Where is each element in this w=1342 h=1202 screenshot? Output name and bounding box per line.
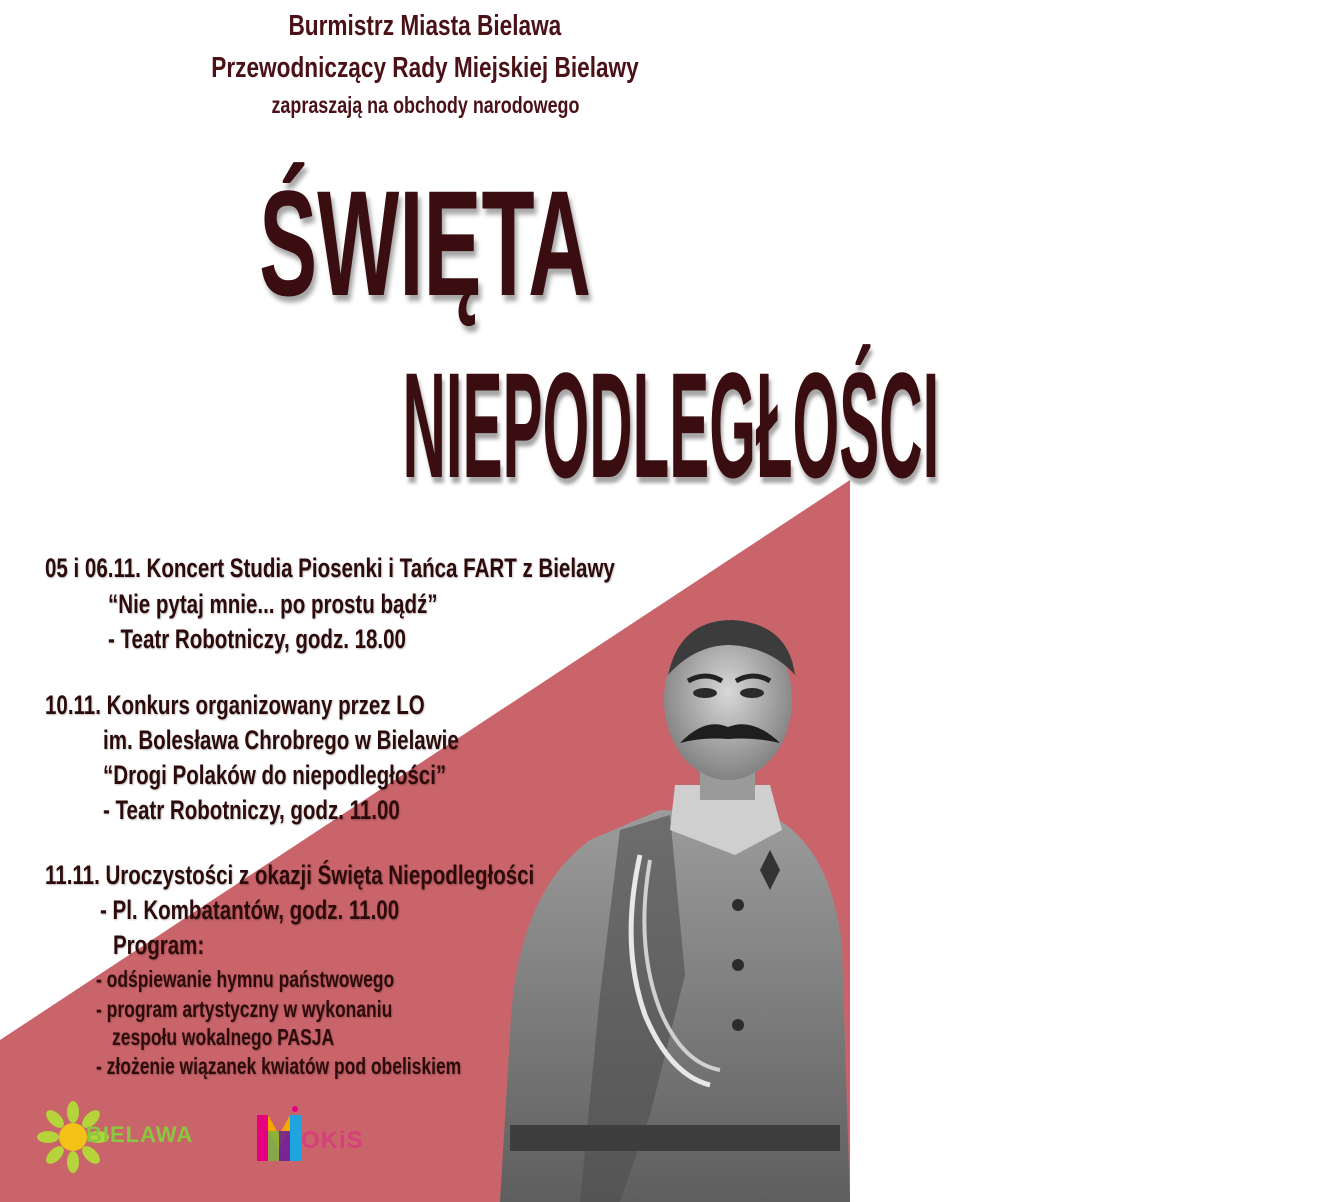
title-line-1: ŚWIĘTA — [259, 159, 591, 327]
program-item-1: - odśpiewanie hymnu państwowego — [96, 966, 395, 992]
mokis-logo-text: OKiS — [301, 1127, 364, 1154]
header-line-1: Burmistrz Miasta Bielawa — [288, 10, 562, 42]
event-3-line-2: - Pl. Kombatantów, godz. 11.00 — [100, 895, 400, 925]
bielawa-logo-text: BIELAWA — [86, 1122, 194, 1147]
event-2-line-1: 10.11. Konkurs organizowany przez LO — [45, 690, 425, 720]
event-3-program-label: Program: — [113, 930, 205, 960]
event-2-line-3: “Drogi Polaków do niepodległości” — [103, 760, 447, 790]
program-item-3: zespołu wokalnego PASJA — [112, 1024, 335, 1050]
header-line-3: zapraszają na obchody narodowego — [270, 92, 580, 118]
header-line-2: Przewodniczący Rady Miejskiej Bielawy — [211, 52, 639, 84]
mokis-logo — [255, 1105, 385, 1165]
bielawa-logo — [38, 1102, 198, 1172]
event-1-line-3: - Teatr Robotniczy, godz. 18.00 — [108, 624, 406, 654]
event-2-line-2: im. Bolesława Chrobrego w Bielawie — [103, 725, 459, 755]
event-2-line-4: - Teatr Robotniczy, godz. 11.00 — [103, 795, 400, 825]
event-3-line-1: 11.11. Uroczystości z okazji Święta Niepodległości — [45, 860, 535, 890]
event-1-line-2: “Nie pytaj mnie... po prostu bądź” — [108, 589, 438, 619]
portrait-illustration — [470, 615, 850, 1202]
title-line-2: NIEPODLEGŁOŚCI — [402, 341, 940, 509]
m-letter-icon — [255, 1105, 303, 1163]
event-1-line-1: 05 i 06.11. Koncert Studia Piosenki i Tańca FART z Bielawy — [45, 553, 615, 583]
program-item-4: - złożenie wiązanek kwiatów pod obeliskiem — [96, 1053, 462, 1079]
program-item-2: - program artystyczny w wykonaniu — [96, 996, 393, 1022]
